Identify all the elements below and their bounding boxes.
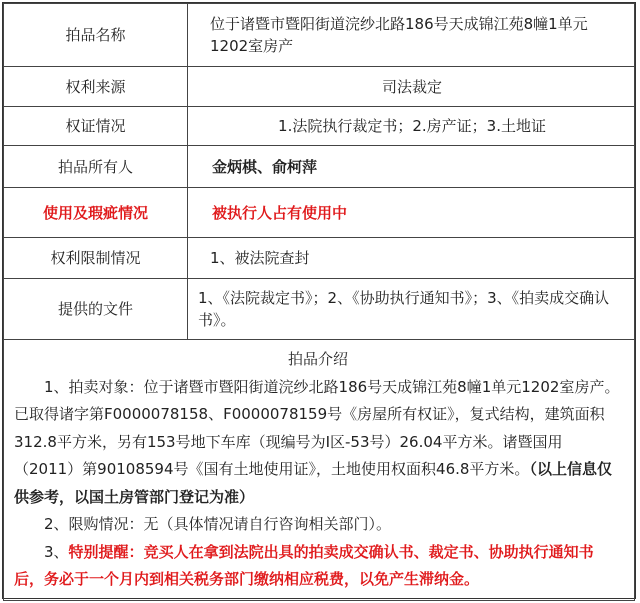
introduction-object-text: 1、拍卖对象：位于诸暨市暨阳街道浣纱北路186号天成锦江苑8幢1单元1202室房产。已取得诸字第F0000078158、F0000078159号《房屋所有权证》，复式结构，建筑面积312.8平方米，另有153号地下车库（现编号为Ⅰ区-53号）26.04平方米。诸暨国用（2011）第90108594号《国有土地使用证》，土地使用权面积46.8平方米。 [14, 377, 620, 478]
item-introduction [4, 340, 635, 601]
rights-source-label: 权利来源 [4, 67, 188, 107]
provided-documents-value: 1、《法院裁定书》；2、《协助执行通知书》；3、《拍卖成交确认书》。 [188, 279, 635, 340]
introduction-paragraph-1 [14, 374, 622, 512]
introduction-paragraph-2: 2、限购情况：无（具体情况请自行咨询相关部门）。 [44, 515, 392, 533]
introduction-reference-note: （以上信息仅供参考，以国土房管部门登记为准） [14, 460, 612, 506]
introduction-title: 拍品介绍 [287, 350, 348, 368]
row-rights-restriction [4, 238, 635, 279]
row-certificate-status [4, 107, 635, 146]
auction-info-table [3, 3, 635, 601]
item-owner-value: 金炳棋、俞柯萍 [188, 146, 635, 188]
usage-defects-label: 使用及瑕疵情况 [4, 188, 188, 238]
rights-restriction-label: 权利限制情况 [4, 238, 188, 279]
rights-restriction-value: 1、被法院查封 [188, 238, 635, 279]
special-reminder-label: 特别提醒： [68, 542, 144, 561]
row-provided-documents [4, 279, 635, 340]
item-name-value: 位于诸暨市暨阳街道浣纱北路186号天成锦江苑8幢1单元1202室房产 [188, 4, 635, 67]
special-reminder-number: 3、 [44, 542, 69, 561]
row-item-owner [4, 146, 635, 188]
introduction-paragraph-3 [14, 539, 622, 594]
usage-defects-value: 被执行人占有使用中 [188, 188, 635, 238]
rights-source-value: 司法裁定 [188, 67, 635, 107]
certificate-status-label: 权证情况 [4, 107, 188, 146]
item-owner-label: 拍品所有人 [4, 146, 188, 188]
special-reminder-text: 竞买人在拿到法院出具的拍卖成交确认书、裁定书、协助执行通知书后，务必于一个月内到相关税务部门缴纳相应税费，以免产生滞纳金。 [14, 542, 594, 588]
certificate-status-value: 1.法院执行裁定书；2.房产证；3.土地证 [188, 107, 635, 146]
auction-info-sheet [2, 2, 636, 599]
row-item-name [4, 4, 635, 67]
row-rights-source [4, 67, 635, 107]
provided-documents-label: 提供的文件 [4, 279, 188, 340]
item-name-label: 拍品名称 [4, 4, 188, 67]
row-usage-defects [4, 188, 635, 238]
row-item-introduction [4, 340, 635, 601]
